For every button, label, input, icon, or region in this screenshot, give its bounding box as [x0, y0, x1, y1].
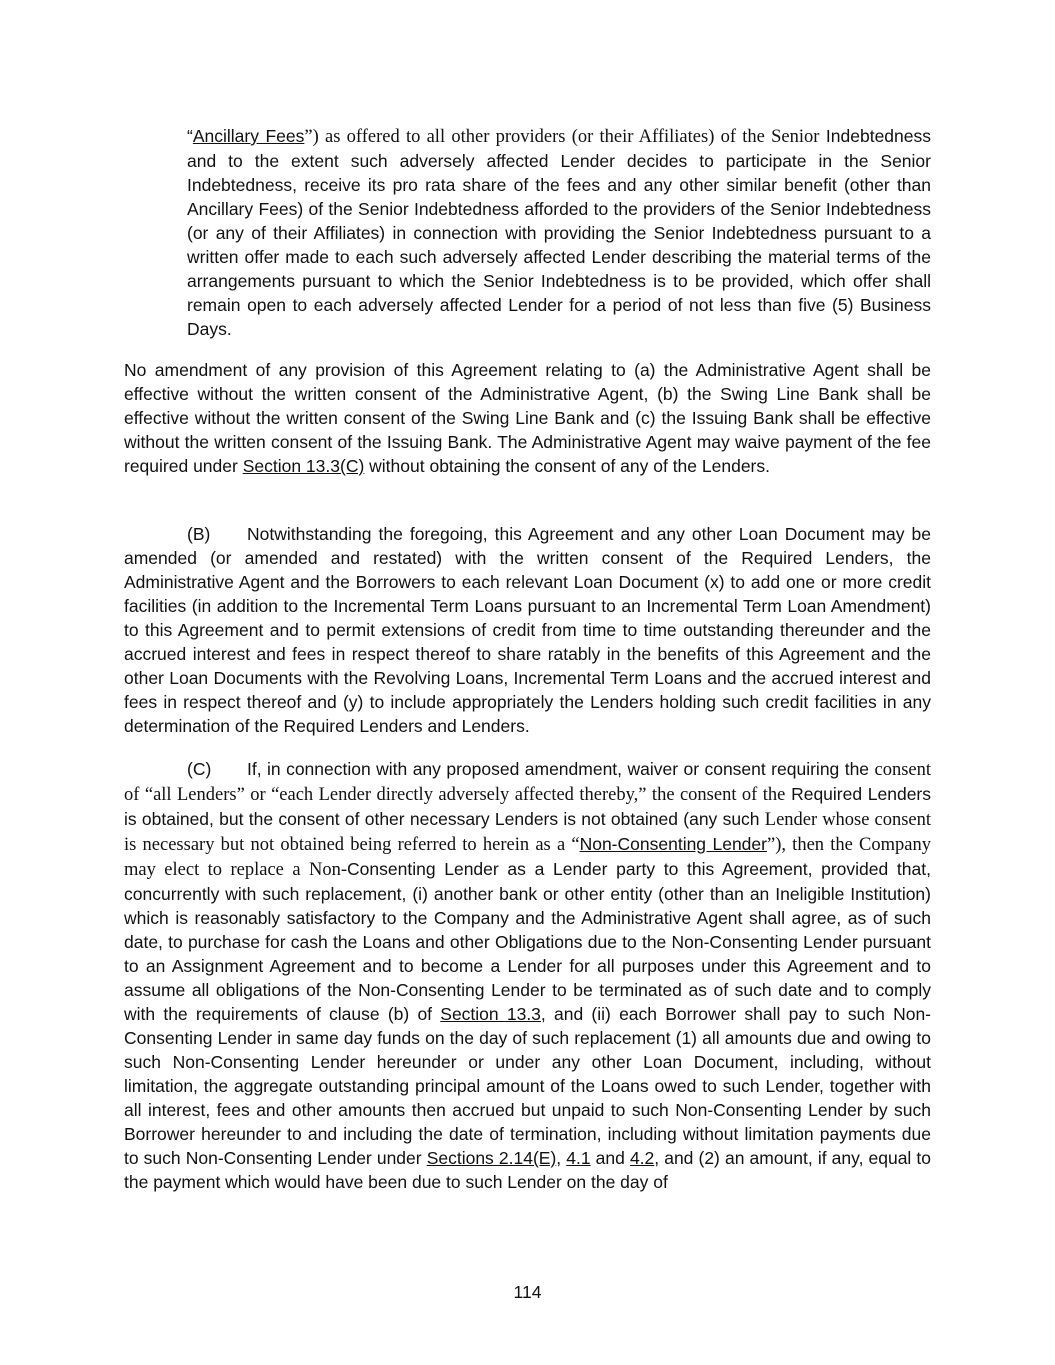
paragraph-text-serif: consent of “all Lenders” or “each Lender directly adversely affected thereby,” the consent of the [124, 760, 931, 805]
paragraph-text: Required Lenders is obtained, but the consent of other necessary Lenders is not obtained (any such [124, 784, 932, 829]
paragraph-text: Notwithstanding the foregoing, this Agreement and any other Loan Document may be amended (or amended and restated) with the written consent of the Required Lenders, the Administrative Agent and the Borrowers to each relevant Loan Document (x) to add one or more credit facilities (in addition to the Incremental Term Loans pursuant to an Incremental Term Loan Amendment) to this Agreement and to permit extensions of credit from time to time outstanding thereunder and the accrued interest and fees in respect thereof to share ratably in the benefits of this Agreement and the other Loan Documents with the Revolving Loans, Incremental Term Loans and the accrued interest and fees in respect thereof and (y) to include appropriately the Lenders holding such credit facilities in any determination of the Required Lenders and Lenders. [124, 524, 931, 736]
paragraph-text: Indebtedness and to the extent such adversely affected Lender decides to participate in the Senior Indebtedness, receive its pro rata share of the fees and any other similar benefit (other than Ancillary Fees) of the Senior Indebtedness afforded to the providers of the Senior Indebtedness (or any of their Affiliates) in connection with providing the Senior Indebtedness pursuant to a written offer made to each such adversely affected Lender describing the material terms of the arrangements pursuant to which the Senior Indebtedness is to be provided, which offer shall remain open to each adversely affected Lender for a period of not less than five (5) Business Days. [187, 126, 931, 339]
paragraph-text: , and (ii) each Borrower shall pay to such Non-Consenting Lender in same day funds on the day of such replacement (1) all amounts due and owing to such Non-Consenting Lender hereunder or under any other Loan Document, including, without limitation, the aggregate outstanding principal amount of the Loans owed to such Lender, together with all interest, fees and other amounts then accrued but unpaid to such Non-Consenting Lender by such Borrower hereunder to and including the date of termination, including without limitation payments due to such Non-Consenting Lender under [124, 1004, 932, 1168]
separator: and [590, 1148, 630, 1168]
paragraph-b [124, 522, 931, 738]
defined-term-ancillary-fees: Ancillary Fees [192, 126, 305, 146]
open-quote: “ [187, 126, 193, 146]
paragraph-c [124, 757, 931, 1194]
clause-label-c: (C) [187, 759, 212, 779]
paragraph-text: No amendment of any provision of this Agreement relating to (a) the Administrative Agent shall be effective without the written consent of the Administrative Agent, (b) the Swing Line Bank shall be effective without the written consent of the Swing Line Bank and (c) the Issuing Bank shall be effective without the written consent of the Issuing Bank. The Administrative Agent may waive payment of the fee required under [124, 360, 931, 476]
clause-label-b: (B) [187, 524, 211, 544]
separator: , [556, 1148, 567, 1168]
paragraph-text: , and (2) an amount, if any, equal to the payment which would have been due to such Lender on the day of [124, 1148, 931, 1192]
paragraph-text: If, in connection with any proposed amendment, waiver or consent requiring the [247, 759, 875, 779]
paragraph-text: Consenting Lender as a Lender party to this Agreement, provided that, concurrently with such replacement, (i) another bank or other entity (other than an Ineligible Institution) which is reasonably satisfactory to the Company and the Administrative Agent shall agree, as of such date, to purchase for cash the Loans and other Obligations due to the Non-Consenting Lender pursuant to an Assignment Agreement and to become a Lender for all purposes under this Agreement and to assume all obligations of the Non-Consenting Lender to be terminated as of such date and to comply with the requirements of clause (b) of [124, 859, 931, 1024]
paragraph-text-serif: Lender whose consent is necessary but not obtained being referred to herein as a “ [124, 810, 932, 855]
section-reference-13-3: Section 13.3 [440, 1004, 541, 1024]
section-reference-4-1: 4.1 [566, 1148, 591, 1168]
paragraph-text-serif: ”) as offered to all other providers (or their Affiliates) of the Senior [304, 127, 820, 147]
paragraph-ancillary-fees [187, 124, 931, 341]
section-reference-4-2: 4.2 [629, 1148, 655, 1168]
paragraph-text-serif: ”), then the Company may elect to replace a Non- [124, 835, 931, 880]
section-reference-2-14-e: Sections 2.14(E) [426, 1148, 557, 1168]
paragraph-amendment-consent [124, 358, 931, 478]
section-reference-13-3-c: Section 13.3(C) [242, 456, 365, 476]
paragraph-text: without obtaining the consent of any of the Lenders. [364, 456, 770, 476]
defined-term-non-consenting-lender: Non-Consenting Lender [579, 834, 767, 854]
page-number: 114 [513, 1282, 542, 1302]
